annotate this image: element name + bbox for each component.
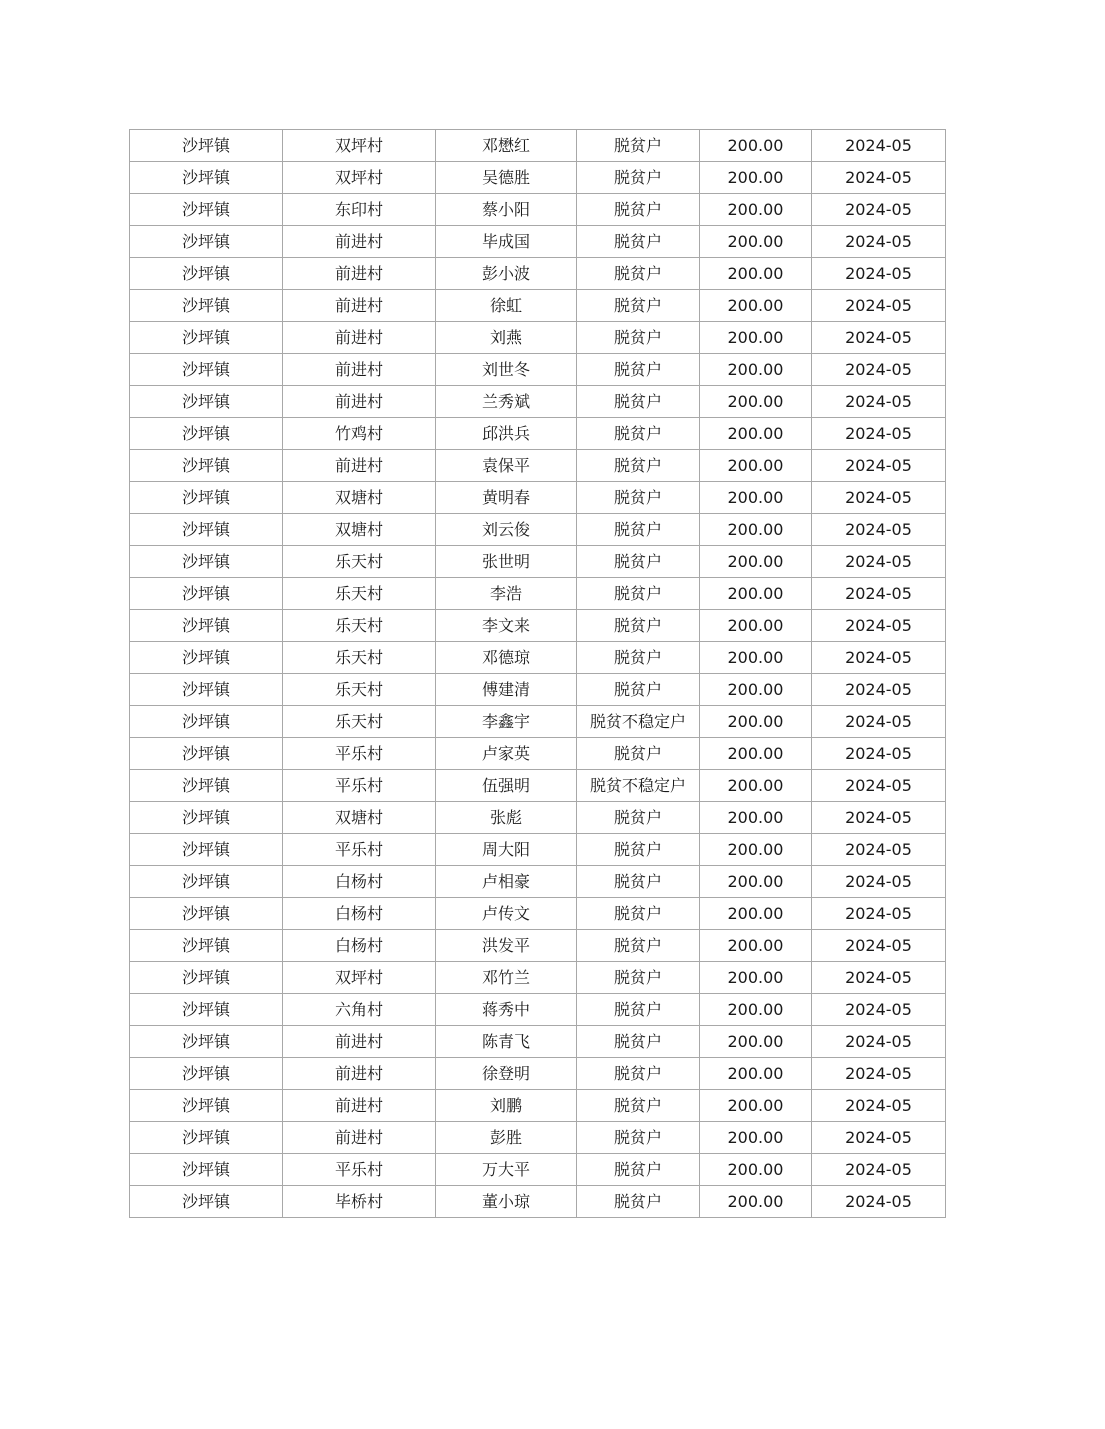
household-type-cell: 脱贫户 — [577, 418, 700, 450]
village-cell: 前进村 — [283, 450, 436, 482]
town-cell: 沙坪镇 — [130, 1090, 283, 1122]
table-row — [130, 546, 946, 578]
household-type-cell: 脱贫户 — [577, 1122, 700, 1154]
name-cell: 刘鹏 — [436, 1090, 577, 1122]
amount-cell: 200.00 — [700, 354, 812, 386]
town-cell: 沙坪镇 — [130, 130, 283, 162]
name-cell: 毕成国 — [436, 226, 577, 258]
amount-cell: 200.00 — [700, 642, 812, 674]
town-cell: 沙坪镇 — [130, 194, 283, 226]
household-type-cell: 脱贫户 — [577, 1058, 700, 1090]
month-cell: 2024-05 — [812, 1122, 946, 1154]
table-row — [130, 898, 946, 930]
table-row — [130, 802, 946, 834]
amount-cell: 200.00 — [700, 130, 812, 162]
month-cell: 2024-05 — [812, 1058, 946, 1090]
table-row — [130, 290, 946, 322]
name-cell: 卢相豪 — [436, 866, 577, 898]
table-row — [130, 226, 946, 258]
month-cell: 2024-05 — [812, 226, 946, 258]
table-row — [130, 354, 946, 386]
amount-cell: 200.00 — [700, 546, 812, 578]
amount-cell: 200.00 — [700, 1186, 812, 1218]
name-cell: 徐虹 — [436, 290, 577, 322]
month-cell: 2024-05 — [812, 290, 946, 322]
town-cell: 沙坪镇 — [130, 1058, 283, 1090]
household-type-cell: 脱贫户 — [577, 578, 700, 610]
name-cell: 吴德胜 — [436, 162, 577, 194]
month-cell: 2024-05 — [812, 930, 946, 962]
name-cell: 彭小波 — [436, 258, 577, 290]
name-cell: 徐登明 — [436, 1058, 577, 1090]
town-cell: 沙坪镇 — [130, 962, 283, 994]
table-row — [130, 1090, 946, 1122]
name-cell: 张彪 — [436, 802, 577, 834]
name-cell: 洪发平 — [436, 930, 577, 962]
town-cell: 沙坪镇 — [130, 162, 283, 194]
name-cell: 袁保平 — [436, 450, 577, 482]
table-row — [130, 258, 946, 290]
town-cell: 沙坪镇 — [130, 738, 283, 770]
amount-cell: 200.00 — [700, 930, 812, 962]
month-cell: 2024-05 — [812, 194, 946, 226]
household-type-cell: 脱贫户 — [577, 1026, 700, 1058]
household-type-cell: 脱贫户 — [577, 194, 700, 226]
month-cell: 2024-05 — [812, 706, 946, 738]
month-cell: 2024-05 — [812, 322, 946, 354]
town-cell: 沙坪镇 — [130, 1154, 283, 1186]
town-cell: 沙坪镇 — [130, 674, 283, 706]
table-row — [130, 706, 946, 738]
town-cell: 沙坪镇 — [130, 1122, 283, 1154]
month-cell: 2024-05 — [812, 994, 946, 1026]
table-row — [130, 482, 946, 514]
name-cell: 黄明春 — [436, 482, 577, 514]
village-cell: 双坪村 — [283, 130, 436, 162]
household-type-cell: 脱贫户 — [577, 1154, 700, 1186]
month-cell: 2024-05 — [812, 1090, 946, 1122]
month-cell: 2024-05 — [812, 546, 946, 578]
amount-cell: 200.00 — [700, 1122, 812, 1154]
amount-cell: 200.00 — [700, 1154, 812, 1186]
household-type-cell: 脱贫不稳定户 — [577, 770, 700, 802]
month-cell: 2024-05 — [812, 770, 946, 802]
town-cell: 沙坪镇 — [130, 418, 283, 450]
table-body — [130, 130, 946, 1218]
name-cell: 邓德琼 — [436, 642, 577, 674]
amount-cell: 200.00 — [700, 322, 812, 354]
name-cell: 傅建清 — [436, 674, 577, 706]
town-cell: 沙坪镇 — [130, 898, 283, 930]
amount-cell: 200.00 — [700, 290, 812, 322]
household-type-cell: 脱贫户 — [577, 962, 700, 994]
household-type-cell: 脱贫户 — [577, 898, 700, 930]
month-cell: 2024-05 — [812, 386, 946, 418]
household-type-cell: 脱贫户 — [577, 738, 700, 770]
town-cell: 沙坪镇 — [130, 386, 283, 418]
town-cell: 沙坪镇 — [130, 706, 283, 738]
village-cell: 前进村 — [283, 1122, 436, 1154]
village-cell: 乐天村 — [283, 674, 436, 706]
name-cell: 周大阳 — [436, 834, 577, 866]
amount-cell: 200.00 — [700, 610, 812, 642]
town-cell: 沙坪镇 — [130, 546, 283, 578]
amount-cell: 200.00 — [700, 802, 812, 834]
household-type-cell: 脱贫户 — [577, 162, 700, 194]
name-cell: 兰秀斌 — [436, 386, 577, 418]
household-type-cell: 脱贫户 — [577, 130, 700, 162]
name-cell: 彭胜 — [436, 1122, 577, 1154]
town-cell: 沙坪镇 — [130, 322, 283, 354]
name-cell: 陈青飞 — [436, 1026, 577, 1058]
household-type-cell: 脱贫户 — [577, 802, 700, 834]
amount-cell: 200.00 — [700, 770, 812, 802]
name-cell: 万大平 — [436, 1154, 577, 1186]
amount-cell: 200.00 — [700, 162, 812, 194]
name-cell: 伍强明 — [436, 770, 577, 802]
village-cell: 东印村 — [283, 194, 436, 226]
month-cell: 2024-05 — [812, 962, 946, 994]
month-cell: 2024-05 — [812, 834, 946, 866]
amount-cell: 200.00 — [700, 194, 812, 226]
town-cell: 沙坪镇 — [130, 514, 283, 546]
town-cell: 沙坪镇 — [130, 482, 283, 514]
table-row — [130, 770, 946, 802]
village-cell: 双坪村 — [283, 962, 436, 994]
household-type-cell: 脱贫户 — [577, 514, 700, 546]
amount-cell: 200.00 — [700, 1058, 812, 1090]
amount-cell: 200.00 — [700, 706, 812, 738]
table-row — [130, 1058, 946, 1090]
town-cell: 沙坪镇 — [130, 994, 283, 1026]
town-cell: 沙坪镇 — [130, 1026, 283, 1058]
amount-cell: 200.00 — [700, 866, 812, 898]
table-row — [130, 1026, 946, 1058]
name-cell: 卢传文 — [436, 898, 577, 930]
amount-cell: 200.00 — [700, 738, 812, 770]
name-cell: 刘云俊 — [436, 514, 577, 546]
name-cell: 董小琼 — [436, 1186, 577, 1218]
town-cell: 沙坪镇 — [130, 1186, 283, 1218]
village-cell: 前进村 — [283, 322, 436, 354]
name-cell: 李文来 — [436, 610, 577, 642]
month-cell: 2024-05 — [812, 162, 946, 194]
table-row — [130, 578, 946, 610]
table-row — [130, 866, 946, 898]
month-cell: 2024-05 — [812, 898, 946, 930]
table-row — [130, 1186, 946, 1218]
table-row — [130, 1122, 946, 1154]
amount-cell: 200.00 — [700, 962, 812, 994]
name-cell: 蔡小阳 — [436, 194, 577, 226]
name-cell: 张世明 — [436, 546, 577, 578]
village-cell: 平乐村 — [283, 1154, 436, 1186]
household-type-cell: 脱贫户 — [577, 610, 700, 642]
village-cell: 六角村 — [283, 994, 436, 1026]
village-cell: 竹鸡村 — [283, 418, 436, 450]
table-row — [130, 1154, 946, 1186]
village-cell: 双塘村 — [283, 482, 436, 514]
village-cell: 前进村 — [283, 290, 436, 322]
table-row — [130, 322, 946, 354]
village-cell: 乐天村 — [283, 610, 436, 642]
household-type-cell: 脱贫户 — [577, 354, 700, 386]
table-row — [130, 610, 946, 642]
table-row — [130, 130, 946, 162]
month-cell: 2024-05 — [812, 354, 946, 386]
household-type-cell: 脱贫户 — [577, 930, 700, 962]
village-cell: 前进村 — [283, 1026, 436, 1058]
month-cell: 2024-05 — [812, 578, 946, 610]
household-type-cell: 脱贫户 — [577, 290, 700, 322]
amount-cell: 200.00 — [700, 258, 812, 290]
village-cell: 乐天村 — [283, 578, 436, 610]
table-row — [130, 386, 946, 418]
table-row — [130, 930, 946, 962]
name-cell: 刘世冬 — [436, 354, 577, 386]
table-row — [130, 738, 946, 770]
household-type-cell: 脱贫户 — [577, 482, 700, 514]
table-row — [130, 194, 946, 226]
month-cell: 2024-05 — [812, 482, 946, 514]
amount-cell: 200.00 — [700, 674, 812, 706]
table-row — [130, 962, 946, 994]
name-cell: 邓竹兰 — [436, 962, 577, 994]
amount-cell: 200.00 — [700, 386, 812, 418]
month-cell: 2024-05 — [812, 610, 946, 642]
village-cell: 前进村 — [283, 258, 436, 290]
table-row — [130, 674, 946, 706]
name-cell: 刘燕 — [436, 322, 577, 354]
table-row — [130, 418, 946, 450]
town-cell: 沙坪镇 — [130, 866, 283, 898]
household-type-cell: 脱贫户 — [577, 386, 700, 418]
household-type-cell: 脱贫户 — [577, 994, 700, 1026]
amount-cell: 200.00 — [700, 1090, 812, 1122]
village-cell: 双塘村 — [283, 802, 436, 834]
table-row — [130, 994, 946, 1026]
month-cell: 2024-05 — [812, 514, 946, 546]
household-type-cell: 脱贫户 — [577, 546, 700, 578]
town-cell: 沙坪镇 — [130, 610, 283, 642]
village-cell: 前进村 — [283, 226, 436, 258]
household-type-cell: 脱贫户 — [577, 866, 700, 898]
town-cell: 沙坪镇 — [130, 770, 283, 802]
village-cell: 前进村 — [283, 386, 436, 418]
month-cell: 2024-05 — [812, 418, 946, 450]
town-cell: 沙坪镇 — [130, 258, 283, 290]
amount-cell: 200.00 — [700, 834, 812, 866]
amount-cell: 200.00 — [700, 1026, 812, 1058]
town-cell: 沙坪镇 — [130, 802, 283, 834]
month-cell: 2024-05 — [812, 642, 946, 674]
village-cell: 平乐村 — [283, 770, 436, 802]
name-cell: 邓懋红 — [436, 130, 577, 162]
village-cell: 白杨村 — [283, 898, 436, 930]
table-row — [130, 450, 946, 482]
month-cell: 2024-05 — [812, 130, 946, 162]
household-type-cell: 脱贫户 — [577, 1090, 700, 1122]
village-cell: 乐天村 — [283, 706, 436, 738]
village-cell: 白杨村 — [283, 866, 436, 898]
amount-cell: 200.00 — [700, 514, 812, 546]
name-cell: 李鑫宇 — [436, 706, 577, 738]
town-cell: 沙坪镇 — [130, 642, 283, 674]
town-cell: 沙坪镇 — [130, 930, 283, 962]
month-cell: 2024-05 — [812, 866, 946, 898]
household-type-cell: 脱贫户 — [577, 834, 700, 866]
town-cell: 沙坪镇 — [130, 450, 283, 482]
subsidy-table — [129, 129, 946, 1218]
household-type-cell: 脱贫户 — [577, 258, 700, 290]
month-cell: 2024-05 — [812, 738, 946, 770]
household-type-cell: 脱贫户 — [577, 322, 700, 354]
village-cell: 双坪村 — [283, 162, 436, 194]
village-cell: 前进村 — [283, 1058, 436, 1090]
village-cell: 毕桥村 — [283, 1186, 436, 1218]
town-cell: 沙坪镇 — [130, 290, 283, 322]
town-cell: 沙坪镇 — [130, 226, 283, 258]
month-cell: 2024-05 — [812, 450, 946, 482]
month-cell: 2024-05 — [812, 1154, 946, 1186]
amount-cell: 200.00 — [700, 482, 812, 514]
name-cell: 李浩 — [436, 578, 577, 610]
month-cell: 2024-05 — [812, 1026, 946, 1058]
amount-cell: 200.00 — [700, 578, 812, 610]
amount-cell: 200.00 — [700, 898, 812, 930]
amount-cell: 200.00 — [700, 226, 812, 258]
name-cell: 蒋秀中 — [436, 994, 577, 1026]
month-cell: 2024-05 — [812, 1186, 946, 1218]
household-type-cell: 脱贫不稳定户 — [577, 706, 700, 738]
table-row — [130, 162, 946, 194]
village-cell: 前进村 — [283, 1090, 436, 1122]
amount-cell: 200.00 — [700, 450, 812, 482]
name-cell: 卢家英 — [436, 738, 577, 770]
month-cell: 2024-05 — [812, 258, 946, 290]
household-type-cell: 脱贫户 — [577, 450, 700, 482]
amount-cell: 200.00 — [700, 994, 812, 1026]
village-cell: 白杨村 — [283, 930, 436, 962]
household-type-cell: 脱贫户 — [577, 674, 700, 706]
household-type-cell: 脱贫户 — [577, 642, 700, 674]
household-type-cell: 脱贫户 — [577, 1186, 700, 1218]
household-type-cell: 脱贫户 — [577, 226, 700, 258]
table-row — [130, 514, 946, 546]
village-cell: 平乐村 — [283, 834, 436, 866]
table-row — [130, 834, 946, 866]
village-cell: 乐天村 — [283, 546, 436, 578]
village-cell: 乐天村 — [283, 642, 436, 674]
town-cell: 沙坪镇 — [130, 578, 283, 610]
name-cell: 邱洪兵 — [436, 418, 577, 450]
month-cell: 2024-05 — [812, 802, 946, 834]
village-cell: 前进村 — [283, 354, 436, 386]
month-cell: 2024-05 — [812, 674, 946, 706]
village-cell: 平乐村 — [283, 738, 436, 770]
table-row — [130, 642, 946, 674]
town-cell: 沙坪镇 — [130, 834, 283, 866]
village-cell: 双塘村 — [283, 514, 436, 546]
amount-cell: 200.00 — [700, 418, 812, 450]
town-cell: 沙坪镇 — [130, 354, 283, 386]
